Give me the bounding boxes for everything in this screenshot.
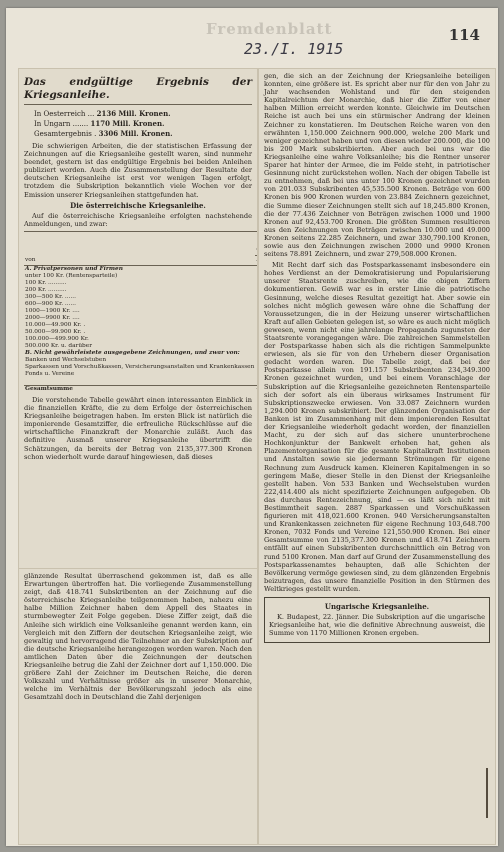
table-row bbox=[24, 364, 258, 371]
table-row bbox=[24, 378, 258, 386]
intro-paragraph: Die schwierigen Arbeiten, die der statistischen Erfassung der Zeichnungen auf die Kriegsanleihe gestellt waren, sind nunmehr beendet, gestern ist das endgültige Ergebnis bei beiden Anleihen publiziert worden. Auch die Zusammenstellung der Resultate der deutschen Kriegsanleihe ist erst vor wenigen Tagen erfolgt, trotzdem die Subskription bekanntlich viele Wochen vor der Emission unserer Kriegsanleihen stattgefunden hat. bbox=[24, 142, 252, 199]
row-label: 2000—9900 Kr. .... bbox=[25, 314, 80, 321]
table-row bbox=[24, 336, 258, 343]
table-row bbox=[24, 322, 258, 329]
table-intro: Auf die österreichische Kriegsanleihe erfolgten nachstehende Anmeldungen, und zwar: bbox=[24, 211, 252, 228]
row-label: 50.000—99.900 Kr. . bbox=[25, 328, 86, 335]
after-table-paragraph: Die vorstehende Tabelle gewährt einen interessanten Einblick in die finanziellen Kräfte, die zu dem Erfolge der österreichischen Kriegsanleihe beigetragen haben. Im ersten Blick ist natürlich die imponierende Gesamtziffer, die erfreuliche Rückschlüsse auf die wirtschaftliche Finanzkraft der Monarchie zuläßt. Auch das definitive Ausmaß unserer Kriegsanleihe übertrifft die Schätzungen, da bereits der Betrag von 2135,377.300 Kronen schon wiederholt wurde darauf hingewiesen, daß dieses bbox=[24, 395, 252, 461]
row-label bbox=[24, 378, 255, 386]
row-label: 200 Kr. .......... bbox=[25, 286, 67, 293]
row-label: 300—500 Kr. ...... bbox=[25, 293, 76, 300]
row-label: unter 100 Kr. (Rentensparteile) bbox=[25, 272, 118, 279]
section-b-label: B. Nicht gewährleistete ausgegebene Zeichnungen, und zwar von: bbox=[25, 349, 240, 356]
row-label: Banken und Wechselstuben bbox=[25, 356, 107, 363]
table-total-row: Gesamtsumme bbox=[24, 385, 258, 393]
handwritten-date: 23./I. 1915 bbox=[244, 40, 344, 58]
row-label: Fonds u. Vereine bbox=[25, 370, 75, 377]
masthead-stamp: Fremdenblatt bbox=[206, 20, 333, 38]
article-headline: Das endgültige Ergebnis der Kriegsanleihe. bbox=[24, 76, 252, 105]
section-a-label: A. Privatpersonen und Firmen bbox=[25, 265, 123, 272]
table-title: Die österreichische Kriegsanleihe. bbox=[70, 200, 206, 210]
summary-line-hungary: In Ungarn ....... 1170 Mill. Kronen. bbox=[34, 119, 165, 128]
subscription-table bbox=[24, 231, 258, 393]
col-von: von bbox=[24, 231, 255, 265]
row-label: Sparkassen und Vorschußkassen, Versicherungsanstalten und Krankenkassen bbox=[25, 363, 255, 370]
clipping-continuation bbox=[18, 568, 258, 845]
row-label: 1000—1900 Kr. .... bbox=[25, 307, 80, 314]
clipping-right-column bbox=[258, 68, 496, 845]
summary-line-total: Gesamtergebnis . 3306 Mill. Kronen. bbox=[34, 129, 173, 138]
hungary-text: K. Budapest, 22. Jänner. Die Subskription auf die ungarische Kriegsanleihe hat, wie die definitive Abrechnung ausweist, die Summe von 1170 Millionen Kronen ergeben. bbox=[269, 613, 485, 638]
newspaper-sheet bbox=[6, 8, 498, 846]
page-number: 114 bbox=[448, 26, 480, 44]
right-paragraph-2: Mit Recht darf sich das Postsparkassenamt insbesondere ein hohes Verdienst an der Demokratisierung und Popularisierung unserer Staatsrente zuschreiben, wie die obigen Ziffern dokumentieren. Gewiß war es in erster Linie die patriotische Gesinnung, welche dieses Resultat gezeitigt hat. Aber sowie ein solches nicht möglich gewesen wäre ohne die Schaffung der Voraussetzungen, die in der Heizung unserer wirtschaftlichen Kraft auf allen Gebieten gelegen ist, so wäre es auch nicht möglich gewesen, wenn nicht eine jahrelange Propaganda zugunsten der Staatsrente vorangegangen wäre. Die zahlreichen Sammelstellen der Postsparkasse haben sich als die richtigen Sammelpunkte erwiesen, als sie für von den Urhebern dieser Organisation gedacht worden waren. Die Tabelle zeigt, daß bei der Postsparkasse allein von 191.157 Subskribenten 234,349.300 Kronen gezeichnet wurden, und bei einem Voranschlage der Subskription auf die Kriegsanleihe gezeichneten Rentensparteile sich der sofort als ein überaus wirksames Instrument für Subskriptionszwecke erwiesen. Von 33.087 Zeichnern wurden 1,294.000 Kronen subskribiert. Der glänzenden Organisation der Banken ist im Zusammenhang mit dem imponierenden Resultat der Kriegsanleihe wiederholt gedacht worden, der finanziellen Macht, zu der sich auf das sichere ununterbrochene Hochkonjunktur der Bankwelt erhoben hat, gehen als Plazementorganisation für die gesamte Kapitalkraft Institutionen und Anstalten sowie sie jedermann Strömungen für eigene Rechnung zum Ausdruck kamen. Kleineren Kapitalmengen in so geringem Maße, dieser Stelle in den Dienst der Kriegsanleihe gestellt haben. Von 533 Banken und Wechselstuben wurden 222,414.400 als nicht spezifizierte Zeichnungen aufgegeben. Ob das durchaus Rentezeichnung, sind — es läßt sich nicht mit Bestimmtheit sagen. 2887 Sparkassen und Vorschußkassen figurieren mit 418,021.600 Kronen. 940 Versicherungsanstalten und Krankenkassen zeichneten für eigene Rechnung 103,648.700 Kronen, 7032 Fonds und Vereine 121,550.900 Kronen. Bei einer Gesamtsumme von 2135,377.300 Kronen und 418.741 Zeichnern entfällt auf einen Subskribenten durchschnittlich ein Betrag von rund 5100 Kronen. Man darf auf Grund der Zusammenstellung des Postsparkassenamtes behaupten, daß alle Schichten der Bevölkerung vermöge gewiesen sind, zu dem glänzenden Ergebnis beizutragen, das unsere finanzielle Position in den Stürmen des Weltkrieges gestellt wurden. bbox=[264, 261, 490, 593]
clipping-main bbox=[18, 68, 258, 570]
continuation-paragraph: glänzende Resultat überraschend gekommen ist, daß es alle Erwartungen übertroffen hat. Die vorliegende Zusammenstellung zeigt, daß 418.741 Subskribenten an der Zeichnung auf die österreichische Kriegsanleihe teilgenommen haben, nahezu eine halbe Million Zeichner haben dem Appell des Staates in sturmbewegter Zeit Folge gegeben. Diese Ziffer zeigt, daß die Anleihe sich wirklich eine Volksanleihe genannt werden kann, ein Vergleich mit den Ziffern der deutschen Kriegsanleihe zeigt, wie gewaltig und hervorragend die Teilnehmer an der Subskription auf die deutsche Kriegsanleihe herangezogen worden waren. Nach den amtlichen Daten über die Zeichnungen der deutschen Kriegsanleihe betrug die Zahl der Zeichner dort auf 1,150.000. Die größere Zahl der Zeichner im Deutschen Reiche, die deren Volkszahl und Verhältnisse größer als in unserer Monarchie, welche im Verhältnis der Bevölkerungszahl jedoch als eine Gesamtzahl doch in Deutschland die Zahl derjenigen bbox=[24, 572, 252, 702]
summary-line-austria: In Oesterreich ... 2136 Mill. Kronen. bbox=[34, 109, 171, 118]
row-label: 500.000 Kr. u. darüber bbox=[25, 342, 92, 349]
hungary-title: Ungarische Kriegsanleihe. bbox=[324, 602, 430, 611]
table-row bbox=[24, 273, 258, 280]
hungary-notice bbox=[264, 597, 490, 643]
row-label: 10.000—49.900 Kr. . bbox=[25, 321, 86, 328]
table-row bbox=[24, 308, 258, 315]
table-row bbox=[24, 287, 258, 294]
table-row bbox=[24, 280, 258, 287]
table-row bbox=[24, 329, 258, 336]
right-paragraph-1: gen, die sich an der Zeichnung der Kriegsanleihe beteiligen konnten, eine größere ist. Es spricht aber nur für den von Jahr zu Jahr wachsenden Wohlstand und für den steigenden Kapitalreichtum der Monarchie, daß hier die Ziffer von einer halben Million erreicht werden konnte. Gleichwie im Deutschen Reiche ist auch bei uns ein stürmischer Andrang der kleinen Zeichner zu konstatieren. Im Deutschen Reiche waren von den erwähnten 1,150.000 Zeichnern 900.000, welche 200 Mark und weniger gezeichnet haben und von diesen wieder 200.000, die 100 bis 200 Mark subskribierten. Aber auch bei uns war die Kriegsanleihe eine wahre Volksanleihe; bis die Rentner unserer Sparer hat hinter der Armee, die im Felde steht, in patriotischer Gesinnung nicht zurückstehen wollen. Nach der obigen Tabelle ist zu entnehmen, daß bei uns unter 100 Kronen gezeichnet wurden von 201.033 Subskribenten 45,535.500 Kronen. Beträge von 600 Kronen bis 900 Kronen wurden von 23.884 Zeichnern gezeichnet, die Summe dieser Zeichnungen stellt sich auf 18,245.800 Kronen, die der 77.436 Zeichner von Beträgen zwischen 1000 und 1900 Kronen auf 92,453.700 Kronen. Die größten Summen resultieren aus den Zeichnungen von Beträgen zwischen 10.000 und 49.000 Kronen seitens 22.285 Zeichnern, und zwar 330,790.100 Kronen, sowie aus den Zeichnungen zwischen 2000 und 9900 Kronen seitens 78.891 Zeichnern, und zwar 279,508.000 Kronen. bbox=[264, 72, 490, 259]
row-label: 100 Kr. .......... bbox=[25, 279, 67, 286]
table-row bbox=[24, 315, 258, 322]
table-row bbox=[24, 343, 258, 350]
row-label: 100.000—499.900 Kr. bbox=[25, 335, 89, 342]
row-label: 600—900 Kr. ...... bbox=[25, 300, 76, 307]
ink-margin-mark bbox=[486, 768, 488, 818]
table-row bbox=[24, 301, 258, 308]
table-row bbox=[24, 357, 258, 364]
table-row bbox=[24, 294, 258, 301]
table-row bbox=[24, 371, 258, 378]
